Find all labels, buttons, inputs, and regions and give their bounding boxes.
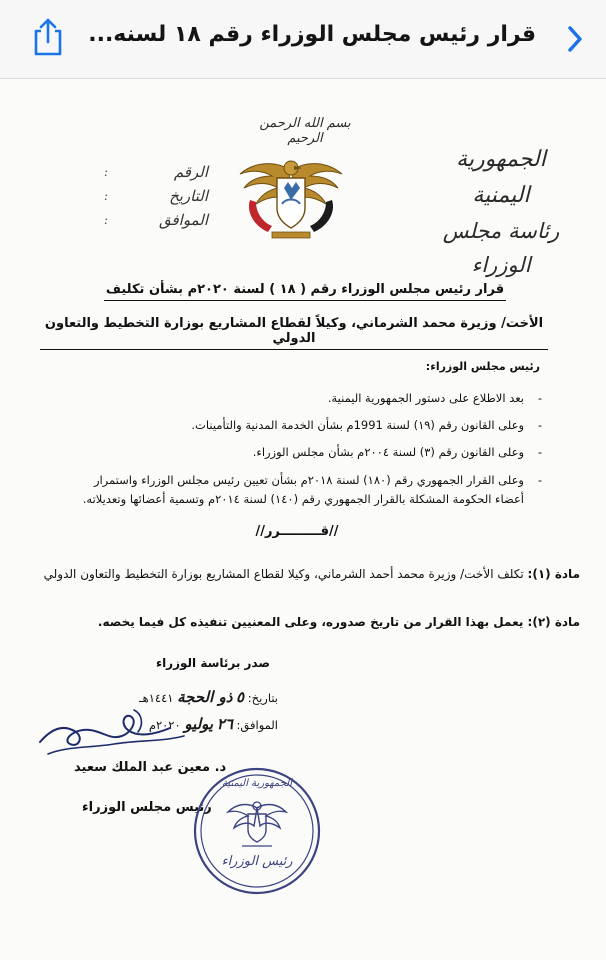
preamble-item: - وعلى القانون رقم (١٩) لسنة 1991م بشأن الخدمة المدنية والتأمينات. [62, 417, 542, 434]
share-icon[interactable] [30, 16, 66, 58]
page-title: قرار رئيس مجلس الوزراء رقم ١٨ لسنه... [88, 22, 536, 47]
letterhead-org [426, 142, 576, 282]
article-1-text: تكلف الأخت/ وزيرة محمد أحمد الشرماني، وكيلا لقطاع المشاريع بوزارة التخطيط والتعاون الدولي [43, 567, 524, 581]
chevron-left-icon[interactable] [560, 24, 588, 54]
signatory-name: د. معين عبد الملك سعيد [74, 760, 227, 775]
stamp-bottom-text: رئيس الوزراء [221, 854, 293, 869]
date-label: التاريخ [169, 187, 208, 205]
official-stamp [190, 764, 324, 898]
app-header [0, 0, 606, 79]
org-office: رئاسة مجلس الوزراء [442, 219, 560, 277]
greg-label: الموافق: [236, 718, 278, 732]
greg-year: ٢٠٢٠م [148, 718, 181, 732]
decree-title [90, 282, 520, 297]
decree-subject-text: الأخت/ وزيرة محمد الشرماني، وكيلاً لقطاع المشاريع بوزارة التخطيط والتعاون الدولي [44, 316, 544, 346]
hijri-year: ١٤٤١هـ [139, 691, 174, 705]
article-1-label: مادة (١): [527, 567, 580, 581]
subject-underline [40, 349, 548, 350]
org-country: الجمهورية اليمنية [456, 147, 546, 208]
preamble-list [62, 390, 542, 519]
decree-title-text: قرار رئيس مجلس الوزراء رقم ( ١٨ ) لسنة ٢٠٢٠م بشأن تكليف [105, 282, 505, 297]
signatory-title: رئيس مجلس الوزراء [82, 800, 212, 815]
hijri-label: بتاريخ: [247, 691, 278, 705]
preamble-item: - وعلى القانون رقم (٣) لسنة ٢٠٠٤م بشأن مجلس الوزراء. [62, 444, 542, 461]
article-2-text: يعمل بهذا القرار من تاريخ صدوره، وعلى المعنيين تنفيذه كل فيما يخصه. [97, 615, 524, 629]
article-1 [24, 564, 580, 584]
letterhead-reference [103, 160, 208, 232]
reference-dots: : : : [103, 165, 108, 227]
ref-label: الرقم [173, 163, 208, 181]
yemen-emblem-icon [232, 148, 350, 240]
preamble-item: - بعد الاطلاع على دستور الجمهورية اليمنية. [62, 390, 542, 407]
title-underline [104, 300, 506, 301]
greg-day: ٢٦ [216, 715, 233, 733]
hijri-day: ٥ [236, 688, 245, 706]
article-2-label: مادة (٢): [527, 615, 580, 629]
corresponding-label: الموافق [158, 211, 208, 229]
decree-subject [40, 316, 548, 346]
decided-heading: //قـــــــــرر// [255, 524, 339, 539]
greg-month: يوليو [184, 715, 214, 733]
hijri-month: ذو الحجة [177, 688, 233, 706]
stamp-top-text: الجمهورية اليمنية [221, 778, 292, 789]
issued-line: صدر برئاسة الوزراء [155, 656, 270, 670]
article-2 [24, 612, 580, 632]
bismillah: بسم الله الرحمن الرحيم [259, 116, 351, 146]
prime-minister-label: رئيس مجلس الوزراء: [425, 360, 540, 373]
preamble-item: - وعلى القرار الجمهوري رقم (١٨٠) لسنة ٢٠١٨م بشأن تعيين رئيس مجلس الوزراء واستمرار أعضاء الحكومة المشكلة بالقرار الجمهوري رقم (١٤٠) لسنة ٢٠١٤م وتسمية أعضائها وتعديلاته. [62, 471, 542, 509]
